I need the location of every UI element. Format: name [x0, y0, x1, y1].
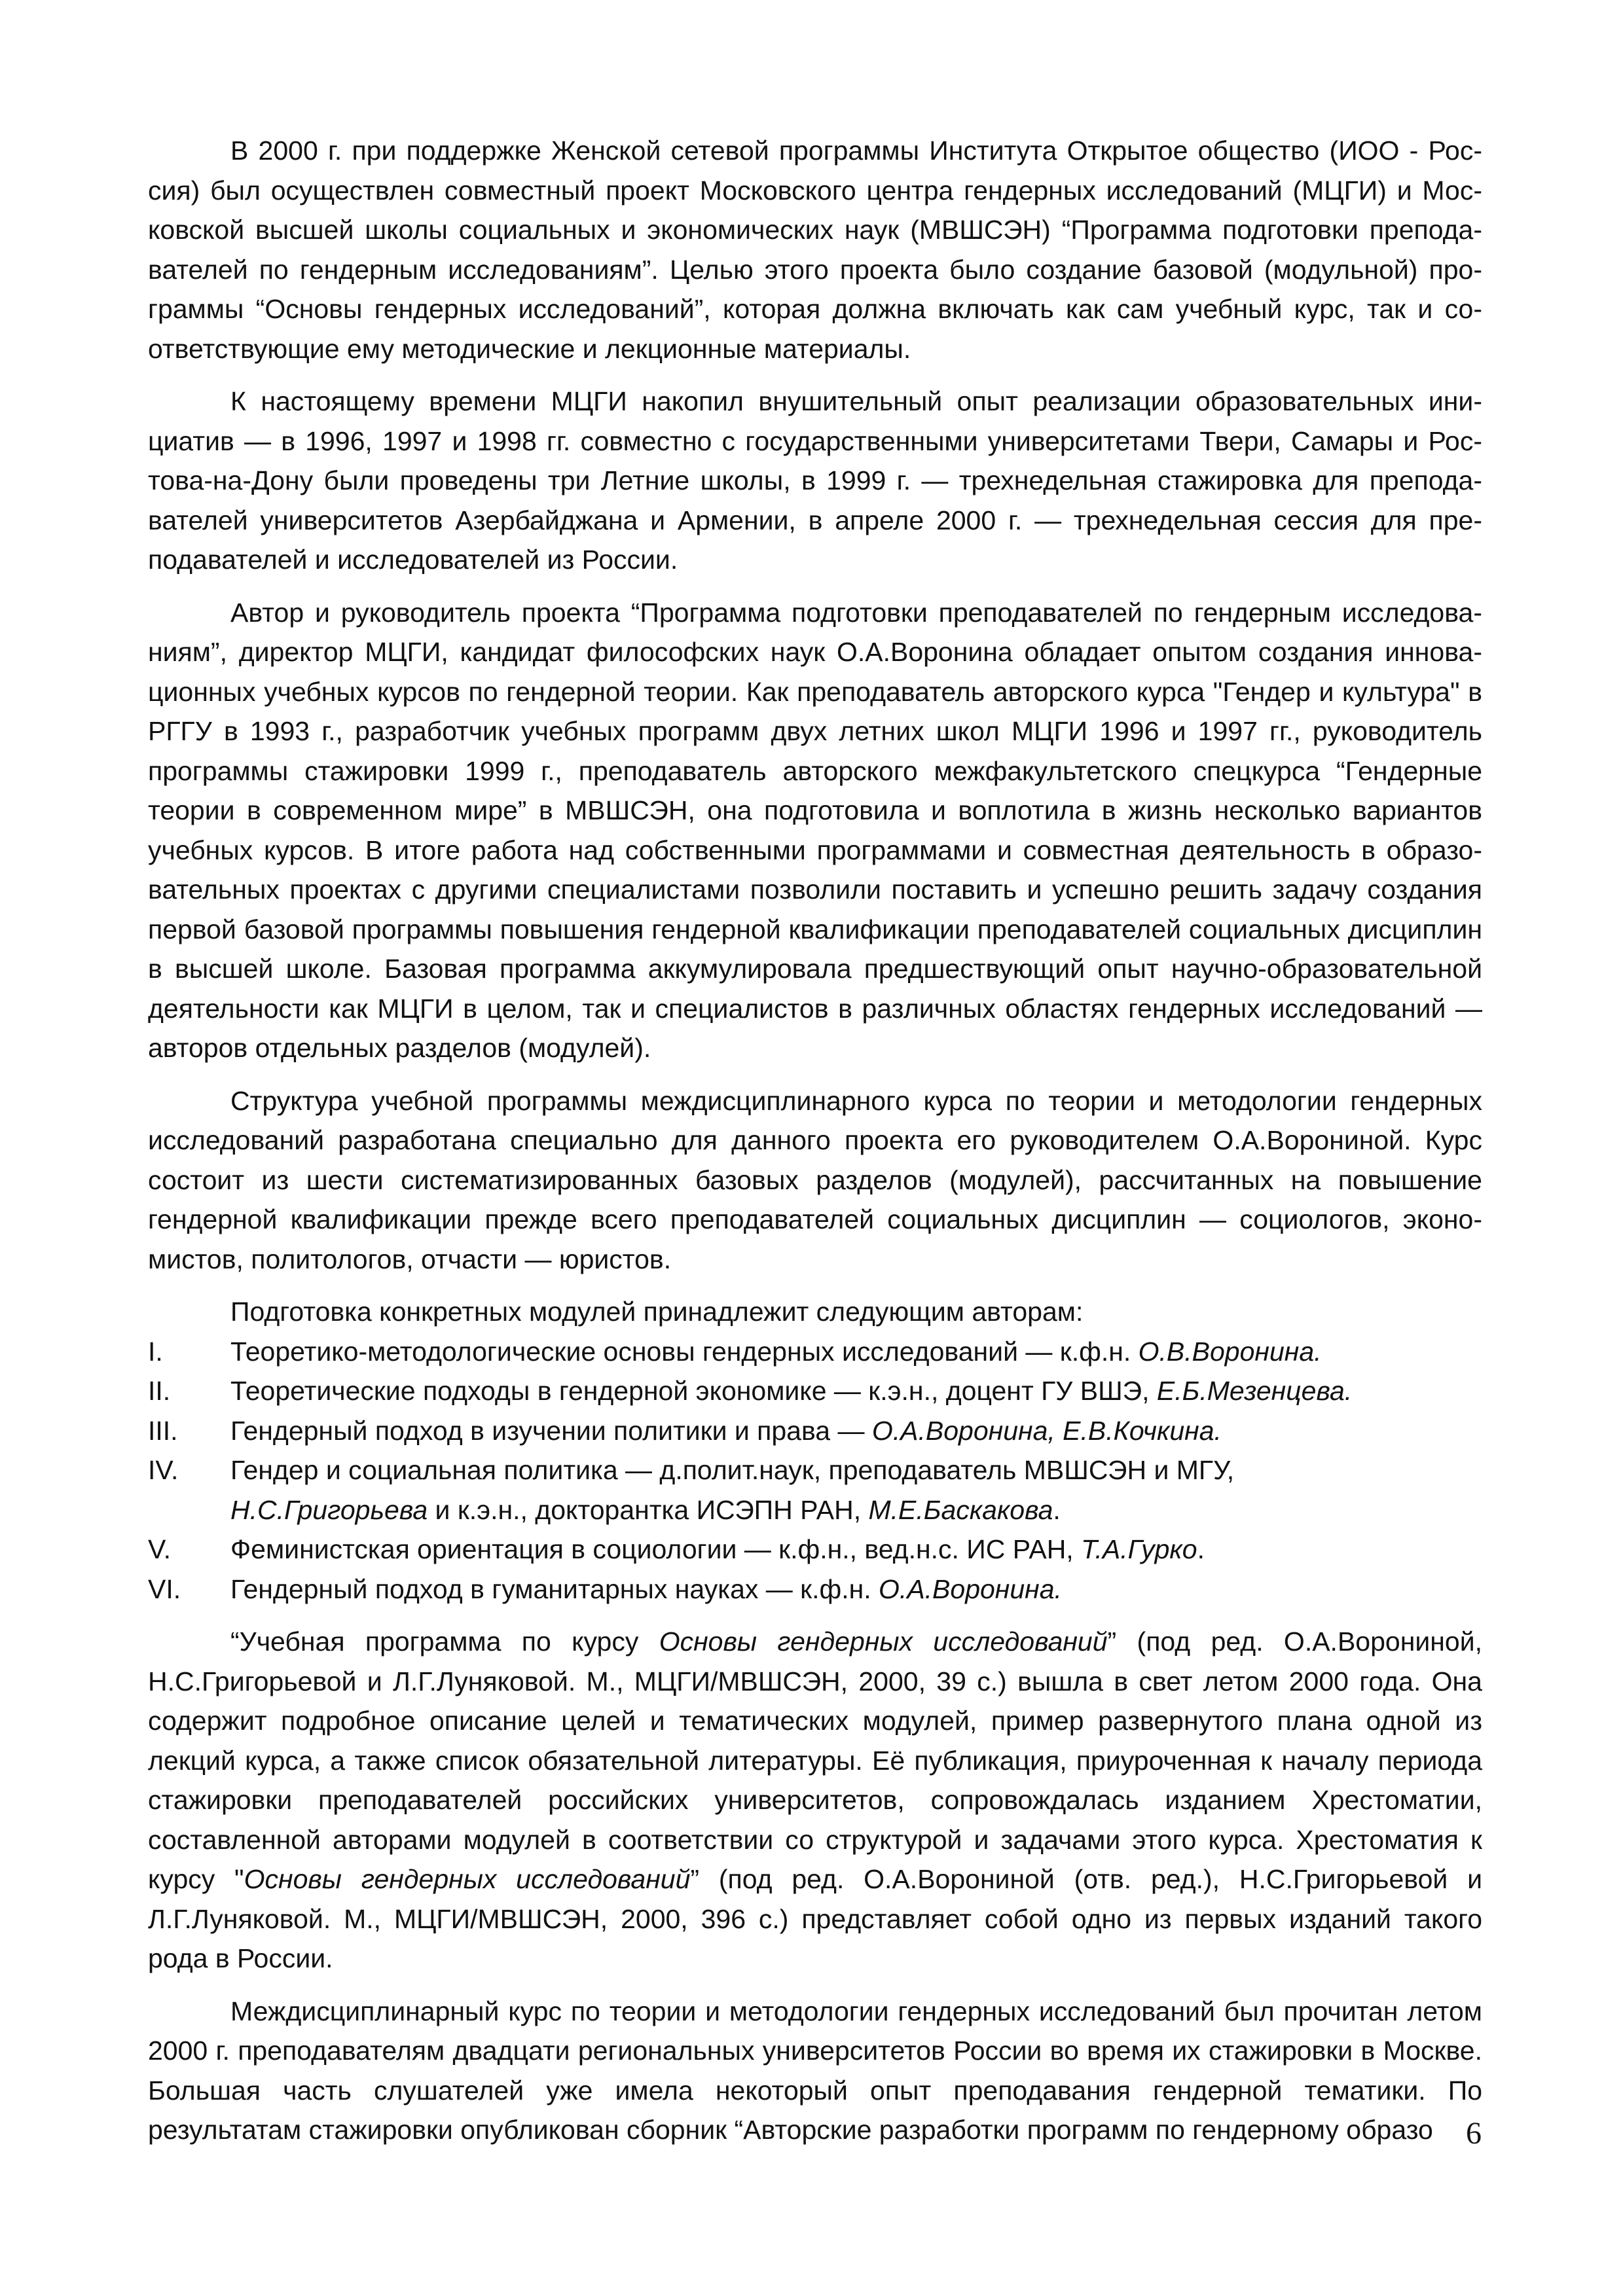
author-name: Е.Б.Мезенцева.	[1156, 1376, 1353, 1406]
paragraph-center-experience: К настоящему времени МЦГИ накопил внушительный опыт реализации образовательных инициатив — в 1996, 1997 и 1998 гг. совместно с государственными университетами Твери, Самары и Ростова-на-Дону были проведены три Летние школы, в 1999 г. — трехнедельная стажировка для преподавателей университетов Азербайджана и Армении, в апреле 2000 г. — трехнедельная сессия для преподавателей и исследователей из России.	[148, 386, 1482, 575]
authors-intro: Подготовка конкретных модулей принадлежит следующим авторам:	[230, 1297, 1084, 1327]
paragraph-program-structure: Структура учебной программы междисциплинарного курса по теории и методологии гендерных исследований разработана специально для данного проекта его руководителем О.А.Ворониной. Курс состоит из шести систематизированных базовых разделов (модулей), рассчитанных на повышение гендерной квалификации прежде всего преподавателей социальных дисциплин — социологов, экономистов, политологов, отчасти — юристов.	[148, 1085, 1482, 1274]
list-item	[148, 1411, 1482, 1451]
paragraph-author-bio: Автор и руководитель проекта “Программа подготовки преподавателей по гендерным исследованиям”, директор МЦГИ, кандидат философских наук О.А.Воронина обладает опытом создания инновационных учебных курсов по гендерной теории. Как преподаватель авторского курса "Гендер и культура" в РГГУ в 1993 г., разработчик учебных программ двух летних школ МЦГИ 1996 и 1997 гг., руководитель программы стажировки 1999 г., преподаватель авторского межфакультетского спецкурса “Гендерные теории в современном мире” в МВШСЭН, она подготовила и воплотила в жизнь несколько вариантов учебных курсов. В итоге работа над собственными программами и совместная деятельность в образовательных проектах с другими специалистами позволили поставить и успешно решить задачу создания первой базовой программы повышения гендерной квалификации преподавателей социальных дисциплин в высшей школе. Базовая программа аккумулировала предшествующий опыт научно-образовательной деятельности как МЦГИ в целом, так и специалистов в различных областях гендерных исследований — авторов отдельных разделов (модулей).	[148, 597, 1482, 1063]
paragraph-course-delivery: Междисциплинарный курс по теории и методологии гендерных исследований был прочитан летом 2000 г. преподавателям двадцати региональных университетов России во время их стажировки в Москве. Большая часть слушателей уже имела некоторый опыт преподавания гендерной тематики. По результатам стажировки опубликован сборник “Авторские разработки программ по гендерному образо	[148, 1996, 1482, 2145]
authors-list	[148, 1332, 1482, 1609]
list-item-text: Гендерный подход в изучении политики и права — О.А.Воронина, Е.В.Кочкина.	[230, 1415, 1222, 1446]
page-content	[148, 131, 1482, 2150]
list-item-text: Теоретико-методологические основы гендерных исследований — к.ф.н. О.В.Воронина.	[230, 1336, 1322, 1367]
list-item-number: II.	[148, 1376, 171, 1406]
course-title: Основы гендерных исследований	[244, 1864, 691, 1894]
author-name: Т.А.Гурко	[1081, 1534, 1197, 1564]
list-item	[148, 1450, 1482, 1530]
author-name: О.А.Воронина, Е.В.Кочкина.	[871, 1415, 1222, 1446]
author-name: М.Е.Баскакова	[868, 1494, 1053, 1525]
list-item	[148, 1332, 1482, 1372]
list-item-text: Феминистская ориентация в социологии — к.ф.н., вед.н.с. ИС РАН, Т.А.Гурко.	[230, 1534, 1205, 1564]
list-item	[148, 1530, 1482, 1570]
list-item	[148, 1570, 1482, 1609]
course-title: Основы гендерных исследований	[659, 1626, 1108, 1657]
paragraph-project-intro: В 2000 г. при поддержке Женской сетевой программы Института Открытое общество (ИОО - Россия) был осуществлен совместный проект Московского центра гендерных исследований (МЦГИ) и Московской высшей школы социальных и экономических наук (МВШСЭН) “Программа подготовки преподавателей по гендерным исследованиям”. Целью этого проекта было создание базовой (модульной) программы “Основы гендерных исследований”, которая должна включать как сам учебный курс, так и соответствующие ему методические и лекционные материалы.	[148, 135, 1482, 364]
list-item-number: V.	[148, 1534, 171, 1564]
list-item-number: I.	[148, 1336, 163, 1367]
author-name: О.В.Воронина.	[1138, 1336, 1322, 1367]
list-item-text: Теоретические подходы в гендерной экономике — к.э.н., доцент ГУ ВШЭ, Е.Б.Мезенцева.	[230, 1376, 1353, 1406]
list-item-number: III.	[148, 1415, 178, 1446]
paragraph-publication: “Учебная программа по курсу Основы гендерных исследований” (под ред. О.А.Ворониной, Н.С.Григорьевой и Л.Г.Луняковой. М., МЦГИ/МВШСЭН, 2000, 39 с.) вышла в свет летом 2000 года. Она содержит подробное описание целей и тематических модулей, пример развернутого плана одной из лекций курса, а также список обязательной литературы. Её публикация, приуроченная к началу периода стажировки преподавателей российских университетов, сопровождалась изданием Хрестоматии, составленной авторами модулей в соответствии со структурой и задачами этого курса. Хрестоматия к курсу "Основы гендерных исследований” (под ред. О.А.Ворониной (отв. ред.), Н.С.Григорьевой и Л.Г.Луняковой. М., МЦГИ/МВШСЭН, 2000, 396 с.) представляет собой одно из первых изданий такого рода в России.	[148, 1626, 1482, 1973]
list-item-number: VI.	[148, 1573, 181, 1604]
page-number: 6	[1466, 2116, 1482, 2151]
author-name: О.А.Воронина.	[879, 1573, 1062, 1604]
author-name: Н.С.Григорьева	[230, 1494, 428, 1525]
list-item-number: IV.	[148, 1455, 179, 1485]
list-item	[148, 1371, 1482, 1411]
list-item-text: Гендерный подход в гуманитарных науках — к.ф.н. О.А.Воронина.	[230, 1573, 1062, 1604]
list-item-text: Гендер и социальная политика — д.полит.наук, преподаватель МВШСЭН и МГУ, Н.С.Григорьева и к.э.н., докторантка ИСЭПН РАН, М.Е.Баскакова.	[230, 1455, 1235, 1525]
